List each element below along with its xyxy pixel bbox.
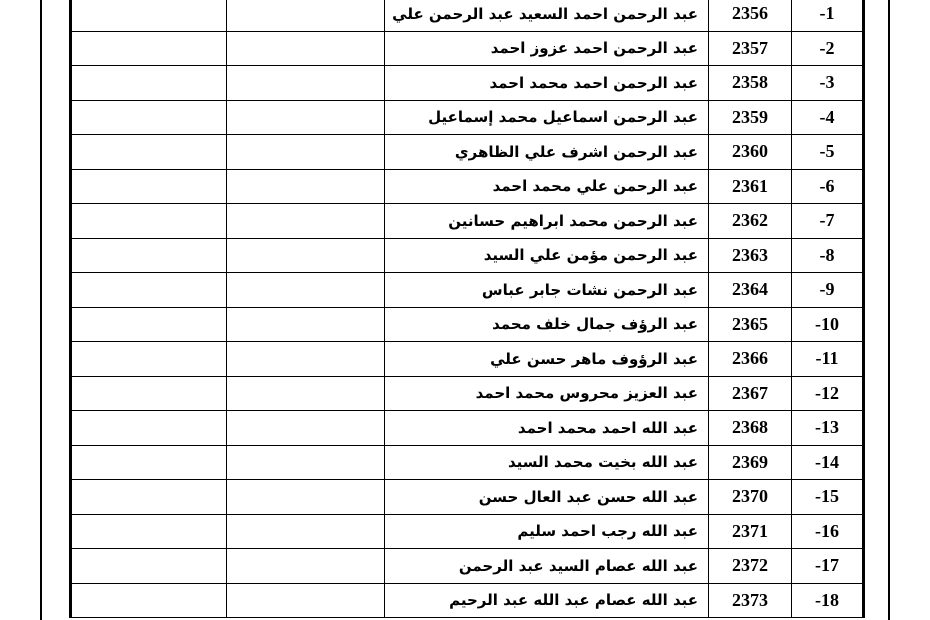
blank-cell-1: [71, 307, 227, 342]
seat-number: 2371: [709, 514, 792, 549]
blank-cell-1: [71, 583, 227, 618]
table-row: [71, 135, 864, 170]
student-name: عبد الله حسن عبد العال حسن: [385, 480, 709, 515]
row-index: -18: [792, 583, 864, 618]
table-row: [71, 307, 864, 342]
table-row: [71, 204, 864, 239]
blank-cell-1: [71, 549, 227, 584]
row-index: -4: [792, 100, 864, 135]
row-index: -1: [792, 0, 864, 31]
table-row: [71, 100, 864, 135]
blank-cell-2: [227, 480, 385, 515]
blank-cell-2: [227, 445, 385, 480]
blank-cell-2: [227, 204, 385, 239]
table-row: [71, 31, 864, 66]
row-index: -15: [792, 480, 864, 515]
blank-cell-2: [227, 0, 385, 31]
blank-cell-2: [227, 31, 385, 66]
row-index: -7: [792, 204, 864, 239]
seat-number: 2368: [709, 411, 792, 446]
blank-cell-1: [71, 411, 227, 446]
table-row: [71, 514, 864, 549]
table-row: [71, 0, 864, 31]
seat-number: 2361: [709, 169, 792, 204]
blank-cell-1: [71, 0, 227, 31]
row-index: -6: [792, 169, 864, 204]
student-name: عبد الله بخيت محمد السيد: [385, 445, 709, 480]
seat-number: 2364: [709, 273, 792, 308]
seat-number: 2360: [709, 135, 792, 170]
row-index: -10: [792, 307, 864, 342]
row-index: -13: [792, 411, 864, 446]
row-index: -12: [792, 376, 864, 411]
blank-cell-1: [71, 342, 227, 377]
table-row: [71, 445, 864, 480]
table-row: [71, 376, 864, 411]
student-name: عبد الله عصام السيد عبد الرحمن: [385, 549, 709, 584]
blank-cell-1: [71, 31, 227, 66]
row-index: -14: [792, 445, 864, 480]
seat-number: 2369: [709, 445, 792, 480]
blank-cell-2: [227, 549, 385, 584]
seat-number: 2370: [709, 480, 792, 515]
row-index: -3: [792, 66, 864, 101]
page-border-right: [888, 0, 890, 620]
table-row: [71, 583, 864, 618]
student-name: عبد الرحمن اشرف علي الظاهري: [385, 135, 709, 170]
table-row: [71, 549, 864, 584]
student-name: عبد الرحمن احمد محمد احمد: [385, 66, 709, 101]
student-name: عبد الرؤف جمال خلف محمد: [385, 307, 709, 342]
row-index: -11: [792, 342, 864, 377]
blank-cell-1: [71, 169, 227, 204]
table-row: [71, 480, 864, 515]
blank-cell-2: [227, 273, 385, 308]
row-index: -8: [792, 238, 864, 273]
blank-cell-2: [227, 376, 385, 411]
student-name: عبد الرحمن احمد السعيد عبد الرحمن علي: [385, 0, 709, 31]
table-row: [71, 169, 864, 204]
blank-cell-1: [71, 514, 227, 549]
row-index: -17: [792, 549, 864, 584]
blank-cell-2: [227, 307, 385, 342]
blank-cell-1: [71, 135, 227, 170]
seat-number: 2358: [709, 66, 792, 101]
seat-number: 2367: [709, 376, 792, 411]
table-row: [71, 66, 864, 101]
blank-cell-1: [71, 480, 227, 515]
blank-cell-2: [227, 342, 385, 377]
student-name: عبد الله عصام عبد الله عبد الرحيم: [385, 583, 709, 618]
row-index: -2: [792, 31, 864, 66]
seat-number: 2365: [709, 307, 792, 342]
seat-number: 2357: [709, 31, 792, 66]
table-row: [71, 342, 864, 377]
student-name: عبد الرحمن علي محمد احمد: [385, 169, 709, 204]
seat-number: 2372: [709, 549, 792, 584]
page-border-left: [40, 0, 42, 620]
student-name: عبد العزيز محروس محمد احمد: [385, 376, 709, 411]
student-name: عبد الرحمن محمد ابراهيم حسانين: [385, 204, 709, 239]
blank-cell-2: [227, 100, 385, 135]
seat-number: 2363: [709, 238, 792, 273]
student-name: عبد الرحمن احمد عزوز احمد: [385, 31, 709, 66]
blank-cell-2: [227, 411, 385, 446]
blank-cell-1: [71, 273, 227, 308]
blank-cell-2: [227, 583, 385, 618]
seat-number: 2366: [709, 342, 792, 377]
blank-cell-2: [227, 135, 385, 170]
student-name: عبد الرحمن نشات جابر عباس: [385, 273, 709, 308]
seat-number: 2373: [709, 583, 792, 618]
row-index: -9: [792, 273, 864, 308]
student-name: عبد الله رجب احمد سليم: [385, 514, 709, 549]
blank-cell-2: [227, 238, 385, 273]
student-name: عبد الرؤوف ماهر حسن علي: [385, 342, 709, 377]
table-row: [71, 411, 864, 446]
blank-cell-1: [71, 238, 227, 273]
table-row: [71, 238, 864, 273]
blank-cell-1: [71, 376, 227, 411]
student-name: عبد الرحمن مؤمن علي السيد: [385, 238, 709, 273]
seat-number: 2356: [709, 0, 792, 31]
blank-cell-2: [227, 514, 385, 549]
blank-cell-1: [71, 204, 227, 239]
blank-cell-1: [71, 445, 227, 480]
row-index: -16: [792, 514, 864, 549]
blank-cell-2: [227, 169, 385, 204]
student-roster-table: [69, 0, 865, 618]
seat-number: 2359: [709, 100, 792, 135]
blank-cell-2: [227, 66, 385, 101]
blank-cell-1: [71, 100, 227, 135]
roster-body: [71, 0, 864, 618]
table-row: [71, 273, 864, 308]
row-index: -5: [792, 135, 864, 170]
student-name: عبد الرحمن اسماعيل محمد إسماعيل: [385, 100, 709, 135]
seat-number: 2362: [709, 204, 792, 239]
student-name: عبد الله احمد محمد احمد: [385, 411, 709, 446]
blank-cell-1: [71, 66, 227, 101]
